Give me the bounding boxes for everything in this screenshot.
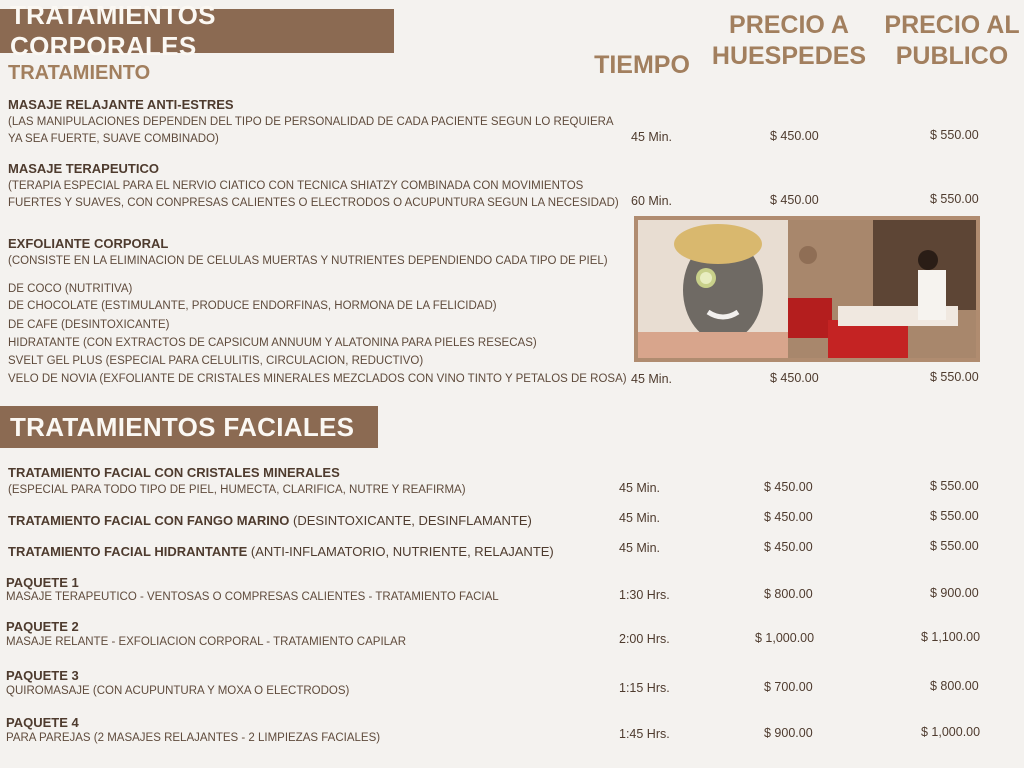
item-precio-huespedes: $ 450.00 — [770, 193, 819, 207]
col-header-tiempo: TIEMPO — [594, 51, 690, 79]
exfoliante-variant: SVELT GEL PLUS (ESPECIAL PARA CELULITIS, CIRCULACION, REDUCTIVO) — [8, 355, 424, 367]
item-tiempo: 2:00 Hrs. — [619, 632, 670, 646]
item-title: PAQUETE 1 — [6, 575, 79, 590]
col-header-precio-huespedes — [708, 10, 870, 73]
item-title: PAQUETE 3 — [6, 668, 79, 683]
spa-photo-illustration — [638, 220, 976, 358]
item-tiempo: 60 Min. — [631, 194, 672, 208]
item-tiempo: 1:30 Hrs. — [619, 588, 670, 602]
item-desc: MASAJE RELANTE - EXFOLIACION CORPORAL - TRATAMIENTO CAPILAR — [6, 636, 407, 648]
item-title: EXFOLIANTE CORPORAL — [8, 236, 169, 251]
col-header-publico-line1: PRECIO AL — [884, 11, 1020, 39]
col-header-publico-line2: PUBLICO — [895, 42, 1009, 71]
item-tiempo: 45 Min. — [619, 541, 660, 555]
item-precio-publico: $ 550.00 — [930, 370, 979, 384]
item-precio-publico: $ 1,100.00 — [921, 630, 981, 644]
item-title-inline — [8, 544, 554, 559]
exfoliante-variant: DE CAFE (DESINTOXICANTE) — [8, 319, 170, 331]
item-precio-publico: $ 550.00 — [930, 479, 979, 493]
item-precio-publico: $ 800.00 — [930, 679, 979, 693]
item-tiempo: 45 Min. — [631, 372, 672, 386]
item-precio-huespedes: $ 700.00 — [764, 680, 813, 694]
item-desc: (ESPECIAL PARA TODO TIPO DE PIEL, HUMECTA, CLARIFICA, NUTRE Y REAFIRMA) — [8, 484, 466, 496]
col-header-huespedes-line1: PRECIO A — [729, 11, 849, 39]
item-title: MASAJE RELAJANTE ANTI-ESTRES — [8, 97, 234, 112]
item-desc: QUIROMASAJE (CON ACUPUNTURA Y MOXA O ELECTRODOS) — [6, 685, 350, 697]
item-precio-publico: $ 1,000.00 — [921, 725, 981, 739]
item-desc: (CONSISTE EN LA ELIMINACION DE CELULAS MUERTAS Y NUTRIENTES DEPENDIENDO CADA TIPO DE PIEL) — [8, 255, 608, 267]
col-header-tratamiento: TRATAMIENTO — [8, 62, 151, 84]
item-desc: FUERTES Y SUAVES, CON CONPRESAS CALIENTES O ELECTRODOS O ACUPUNTURA SEGUN LA NECESIDAD) — [8, 197, 619, 209]
item-precio-huespedes: $ 450.00 — [764, 480, 813, 494]
item-desc: PARA PAREJAS (2 MASAJES RELAJANTES - 2 LIMPIEZAS FACIALES) — [6, 732, 381, 744]
item-precio-publico: $ 900.00 — [930, 586, 979, 600]
item-tiempo: 45 Min. — [631, 130, 672, 144]
item-desc: MASAJE TERAPEUTICO - VENTOSAS O COMPRESAS CALIENTES - TRATAMIENTO FACIAL — [6, 591, 499, 603]
item-inline-desc: (ANTI-INFLAMATORIO, NUTRIENTE, RELAJANTE) — [247, 544, 554, 559]
item-precio-huespedes: $ 450.00 — [770, 371, 819, 385]
col-header-precio-publico — [880, 10, 1024, 73]
item-tiempo: 45 Min. — [619, 511, 660, 525]
item-precio-huespedes: $ 1,000.00 — [755, 631, 815, 645]
item-desc: YA SEA FUERTE, SUAVE COMBINADO) — [8, 133, 219, 145]
item-desc: (LAS MANIPULACIONES DEPENDEN DEL TIPO DE PERSONALIDAD DE CADA PACIENTE SEGUN LO REQUIERA — [8, 116, 614, 128]
exfoliante-variant: DE COCO (NUTRITIVA) — [8, 283, 133, 295]
item-precio-publico: $ 550.00 — [930, 192, 979, 206]
item-precio-huespedes: $ 900.00 — [764, 726, 813, 740]
item-precio-huespedes: $ 800.00 — [764, 587, 813, 601]
item-inline-desc: (DESINTOXICANTE, DESINFLAMANTE) — [289, 513, 532, 528]
item-precio-publico: $ 550.00 — [930, 509, 979, 523]
item-tiempo: 45 Min. — [619, 481, 660, 495]
item-precio-publico: $ 550.00 — [930, 539, 979, 553]
exfoliante-variant: DE CHOCOLATE (ESTIMULANTE, PRODUCE ENDORFINAS, HORMONA DE LA FELICIDAD) — [8, 300, 497, 312]
item-title: PAQUETE 4 — [6, 715, 79, 730]
banner-tratamientos-faciales: TRATAMIENTOS FACIALES — [0, 406, 378, 448]
item-precio-publico: $ 550.00 — [930, 128, 979, 142]
exfoliante-variant: HIDRATANTE (CON EXTRACTOS DE CAPSICUM ANNUUM Y ALATONINA PARA PIELES RESECAS) — [8, 337, 537, 349]
item-precio-huespedes: $ 450.00 — [770, 129, 819, 143]
item-title: TRATAMIENTO FACIAL CON FANGO MARINO — [8, 513, 290, 528]
item-desc: (TERAPIA ESPECIAL PARA EL NERVIO CIATICO CON TECNICA SHIATZY COMBINADA CON MOVIMIENTOS — [8, 180, 584, 192]
item-title: MASAJE TERAPEUTICO — [8, 161, 159, 176]
exfoliante-variant: VELO DE NOVIA (EXFOLIANTE DE CRISTALES MINERALES MEZCLADOS CON VINO TINTO Y PETALOS DE ROSA) — [8, 373, 627, 385]
col-header-huespedes-line2: HUESPEDES — [711, 42, 867, 71]
item-title: TRATAMIENTO FACIAL CON CRISTALES MINERALES — [8, 465, 340, 480]
item-title: TRATAMIENTO FACIAL HIDRANTANTE — [8, 544, 248, 559]
banner-tratamientos-corporales: TRATAMIENTOS CORPORALES — [0, 9, 394, 53]
item-precio-huespedes: $ 450.00 — [764, 540, 813, 554]
item-title-inline — [8, 513, 532, 528]
spa-photo — [634, 216, 980, 362]
item-precio-huespedes: $ 450.00 — [764, 510, 813, 524]
item-title: PAQUETE 2 — [6, 619, 79, 634]
item-tiempo: 1:15 Hrs. — [619, 681, 670, 695]
item-tiempo: 1:45 Hrs. — [619, 727, 670, 741]
